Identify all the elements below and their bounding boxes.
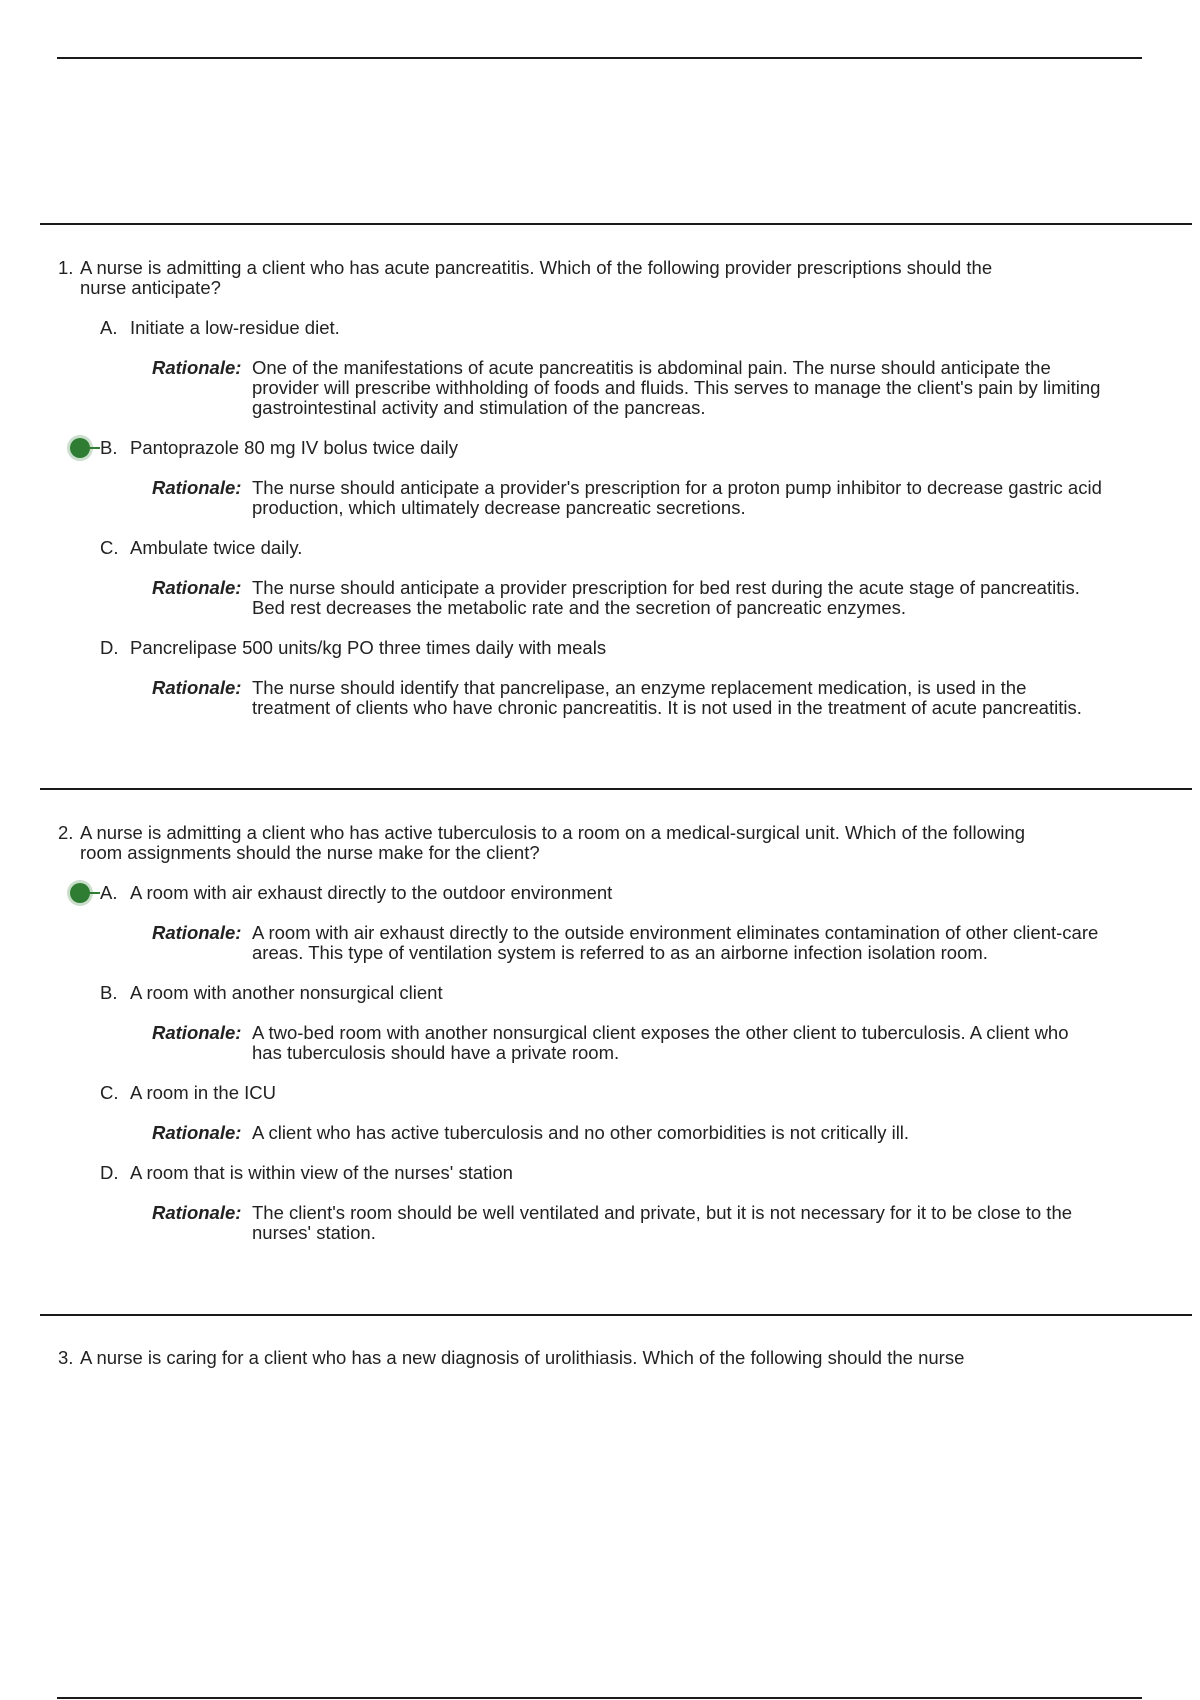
option-text: Pantoprazole 80 mg IV bolus twice daily	[130, 437, 459, 458]
page-bottom-divider	[57, 1697, 1142, 1699]
answer-option-b	[100, 983, 1118, 1003]
rationale	[152, 1203, 1102, 1243]
option-text: A room with air exhaust directly to the outdoor environment	[130, 882, 613, 903]
rationale	[152, 678, 1102, 718]
answer-option-d	[100, 1163, 1118, 1183]
option-text: Ambulate twice daily.	[130, 537, 303, 558]
rationale-label: Rationale:	[152, 677, 242, 698]
question-stem	[58, 823, 1118, 863]
page-top-divider	[57, 57, 1142, 59]
rationale	[152, 923, 1102, 963]
option-text: A room that is within view of the nurses' station	[130, 1162, 513, 1183]
question-3	[58, 1348, 1118, 1368]
option-letter: A.	[100, 882, 118, 903]
question-text: A nurse is admitting a client who has acute pancreatitis. Which of the following provider prescriptions should the	[80, 257, 993, 278]
option-letter: B.	[100, 982, 118, 1003]
correct-answer-marker-icon	[68, 438, 100, 458]
answer-option-c	[100, 1083, 1118, 1103]
question-stem	[58, 258, 1118, 298]
answer-option-c	[100, 538, 1118, 558]
section-divider	[40, 223, 1192, 225]
question-1	[58, 258, 1118, 718]
rationale-text: A two-bed room with another nonsurgical client exposes the other client to tuberculosis. A client who has tuberculosis should have a private room.	[252, 1022, 1069, 1063]
rationale-text: The nurse should anticipate a provider's prescription for a proton pump inhibitor to decrease gastric acid production, which ultimately decrease pancreatic secretions.	[252, 477, 1102, 518]
section-divider	[40, 1314, 1192, 1316]
rationale	[152, 478, 1102, 518]
rationale-label: Rationale:	[152, 1122, 242, 1143]
rationale-text: The nurse should identify that pancrelipase, an enzyme replacement medication, is used in the treatment of clients who have chronic pancreatitis. It is not used in the treatment of acute pancreatitis.	[252, 677, 1082, 718]
rationale-label: Rationale:	[152, 922, 242, 943]
rationale-text: The client's room should be well ventilated and private, but it is not necessary for it to be close to the nurses' station.	[252, 1202, 1073, 1243]
question-2	[58, 823, 1118, 1243]
rationale-text: The nurse should anticipate a provider prescription for bed rest during the acute stage of pancreatitis. Bed rest decreases the metabolic rate and the secretion of pancreatic enzymes.	[252, 577, 1080, 618]
option-text: Initiate a low-residue diet.	[130, 317, 340, 338]
question-text: A nurse is admitting a client who has active tuberculosis to a room on a medical-surgical unit. Which of the following	[80, 822, 1025, 843]
question-number: 1.	[58, 257, 74, 278]
option-letter: A.	[100, 317, 118, 338]
correct-answer-marker-icon	[68, 883, 100, 903]
rationale-text: A room with air exhaust directly to the outside environment eliminates contamination of other client-care areas. This type of ventilation system is referred to as an airborne infection isolation room.	[252, 922, 1099, 963]
rationale-label: Rationale:	[152, 1202, 242, 1223]
rationale	[152, 578, 1102, 618]
rationale-label: Rationale:	[152, 577, 242, 598]
option-text: Pancrelipase 500 units/kg PO three times daily with meals	[130, 637, 607, 658]
question-number: 3.	[58, 1347, 74, 1368]
rationale-text: One of the manifestations of acute pancreatitis is abdominal pain. The nurse should anticipate the provider will prescribe withholding of foods and fluids. This serves to manage the client's pain by limiting gastrointestinal activity and stimulation of the pancreas.	[252, 357, 1101, 418]
answer-option-a	[100, 318, 1118, 338]
answer-option-a	[100, 883, 1118, 903]
option-text: A room in the ICU	[130, 1082, 277, 1103]
rationale-label: Rationale:	[152, 1022, 242, 1043]
option-letter: C.	[100, 1082, 119, 1103]
section-divider	[40, 788, 1192, 790]
option-text: A room with another nonsurgical client	[130, 982, 443, 1003]
rationale-text: A client who has active tuberculosis and no other comorbidities is not critically ill.	[252, 1122, 910, 1143]
option-letter: D.	[100, 1162, 119, 1183]
question-number: 2.	[58, 822, 74, 843]
rationale-label: Rationale:	[152, 477, 242, 498]
question-text: A nurse is caring for a client who has a new diagnosis of urolithiasis. Which of the following should the nurse	[80, 1347, 965, 1368]
rationale	[152, 1123, 1102, 1143]
option-letter: C.	[100, 537, 119, 558]
rationale	[152, 1023, 1102, 1063]
question-text: nurse anticipate?	[80, 277, 221, 298]
question-text: room assignments should the nurse make for the client?	[80, 842, 540, 863]
answer-option-b	[100, 438, 1118, 458]
option-letter: B.	[100, 437, 118, 458]
rationale	[152, 358, 1102, 418]
question-stem	[58, 1348, 1118, 1368]
rationale-label: Rationale:	[152, 357, 242, 378]
option-letter: D.	[100, 637, 119, 658]
answer-option-d	[100, 638, 1118, 658]
